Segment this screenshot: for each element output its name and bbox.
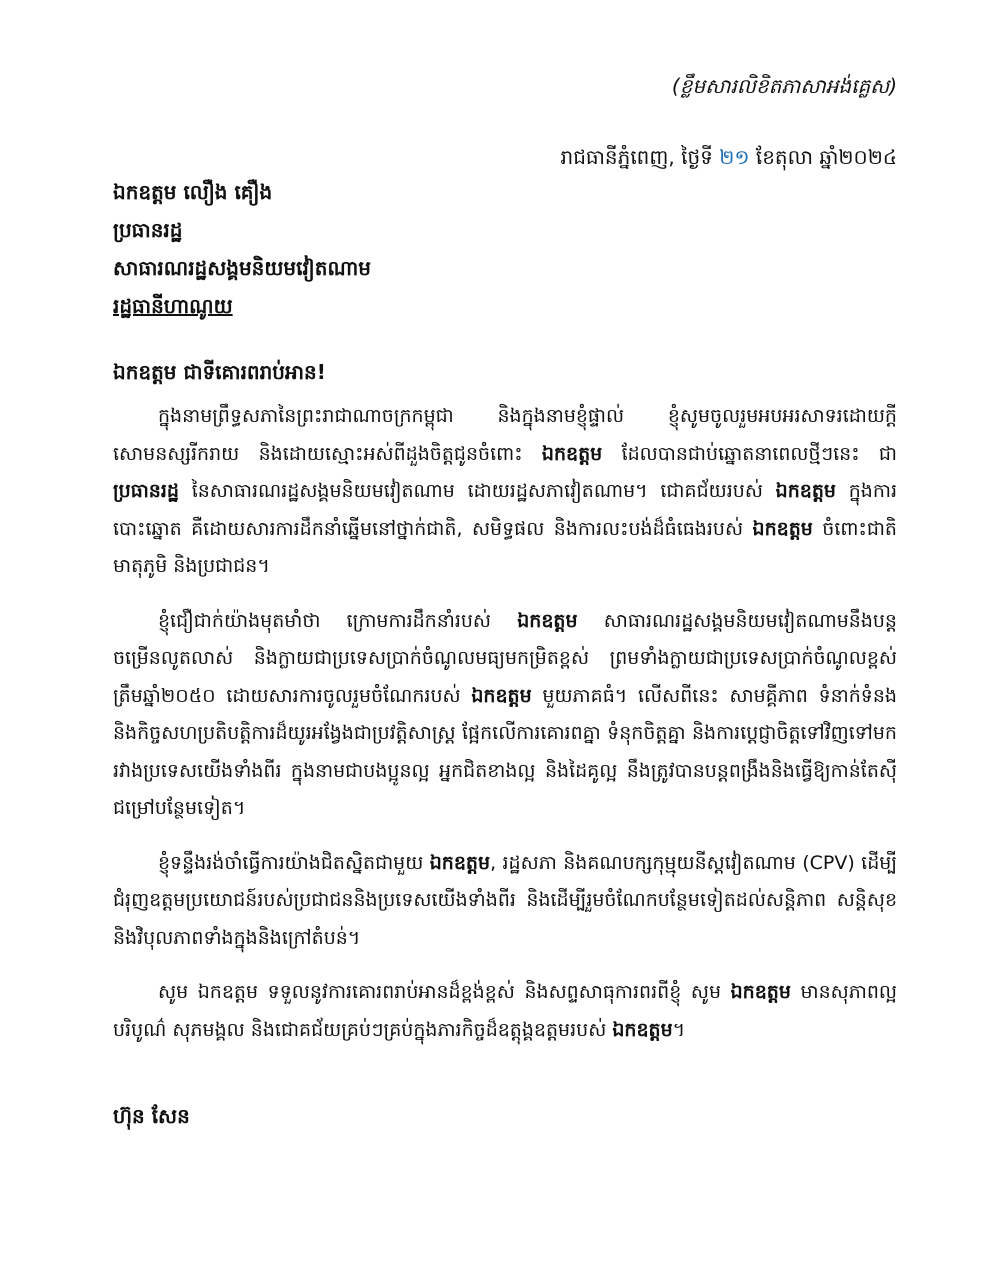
paragraph-3: ខ្ញុំទន្ទឹងរង់ចាំធ្វើការយ៉ាងជិតស្និតជាមួយ ឯកឧត្តម, រដ្ឋសភា និងគណបក្សកុម្មុយនីស្តវៀតណាម (CPV) ដើម្បីជំរុញឧត្តមប្រយោជន៍របស់ប្រជាជននិងប្រទេសយើងទាំងពីរ និងដើម្បីរួមចំណែកបន្ថែមទៀតដល់សន្តិភាព សន្តិសុខ និងវិបុលភាពទាំងក្នុងនិងក្រៅតំបន់។ [113, 851, 897, 949]
signature-name: ហ៊ុន សែន [113, 1104, 190, 1128]
recipient-title: ប្រធានរដ្ឋ [113, 218, 183, 242]
date-line [561, 143, 898, 171]
recipient-name: ឯកឧត្តម លឿង គឿង [113, 180, 273, 204]
recipient-country: សាធារណរដ្ឋសង្គមនិយមវៀតណាម [113, 256, 371, 280]
date-suffix: ខែតុលា ឆ្នាំ២០២៤ [749, 145, 897, 169]
date-day: ២១ [719, 145, 750, 169]
recipient-block [113, 178, 713, 330]
paragraph-4: សូម ឯកឧត្តម ទទួលនូវការគោរពរាប់អានដ៏ខ្ពង់ខ្ពស់ និងសព្ទសាធុការពរពីខ្ញុំ សូម ឯកឧត្តម មានសុភាពល្អបរិបូណ៌ សុភមង្គល និងជោគជ័យគ្រប់ៗគ្រប់ក្នុងភារកិច្ចដ៏ឧត្តុង្គឧត្តមរបស់ ឯកឧត្តម។ [113, 981, 897, 1041]
recipient-city: រដ្ឋធានីហាណូយ [113, 294, 233, 318]
paragraph-1: ក្នុងនាមព្រឹទ្ធសភានៃព្រះរាជាណាចក្រកម្ពុជា និងក្នុងនាមខ្ញុំផ្ទាល់ ខ្ញុំសូមចូលរួមអបអរសាទរដោយក្តីសោមនស្សរីករាយ និងដោយស្មោះអស់ពីដួងចិត្តជូនចំពោះ ឯកឧត្តម ដែលបានជាប់ឆ្នោតនាពេលថ្មីៗនេះ ជា ប្រធានរដ្ឋ នៃសាធារណរដ្ឋសង្គមនិយមវៀតណាម ដោយរដ្ឋសភាវៀតណាម។ ជោគជ័យរបស់ ឯកឧត្តម ក្នុងការបោះឆ្នោត គឺដោយសារការដឹកនាំឆ្នើមនៅថ្នាក់ជាតិ, សមិទ្ធផល និងការលះបង់ដ៏ធំធេងរបស់ ឯកឧត្តម ចំពោះជាតិមាតុភូមិ និងប្រជាជន។ [113, 405, 897, 577]
date-prefix: រាជធានីភ្នំពេញ, ថ្ងៃទី [560, 145, 720, 169]
letter-body [113, 398, 897, 1066]
paragraph-2: ខ្ញុំជឿជាក់យ៉ាងមុតមាំថា ក្រោមការដឹកនាំរបស់ ឯកឧត្តម សាធារណរដ្ឋសង្គមនិយមវៀតណាមនឹងបន្តចម្រើនលូតលាស់ និងក្លាយជាប្រទេសប្រាក់ចំណូលមធ្យមកម្រិតខ្ពស់ ព្រមទាំងក្លាយជាប្រទេសប្រាក់ចំណូលខ្ពស់ត្រឹមឆ្នាំ២០៥០ ដោយសារការចូលរួមចំណែករបស់ ឯកឧត្តម មួយភាគធំ។ លើសពីនេះ សាមគ្គីភាព ទំនាក់ទំនង និងកិច្ចសហប្រតិបត្តិការដ៏យូរអង្វែងជាប្រវត្តិសាស្ត្រ ផ្អែកលើការគោរពគ្នា ទំនុកចិត្តគ្នា និងការប្តេជ្ញាចិត្តទៅវិញទៅមករវាងប្រទេសយើងទាំងពីរ ក្នុងនាមជាបងប្អូនល្អ អ្នកជិតខាងល្អ និងដៃគូល្អ នឹងត្រូវបានបន្តពង្រឹងនិងធ្វើឱ្យកាន់តែស៊ីជម្រៅបន្ថែមទៀត។ [113, 609, 897, 819]
salutation: ឯកឧត្តម ជាទីគោរពរាប់អាន! [113, 360, 326, 384]
translation-note: (ខ្លឹមសារលិខិតភាសាអង់គ្លេស) [671, 74, 897, 98]
